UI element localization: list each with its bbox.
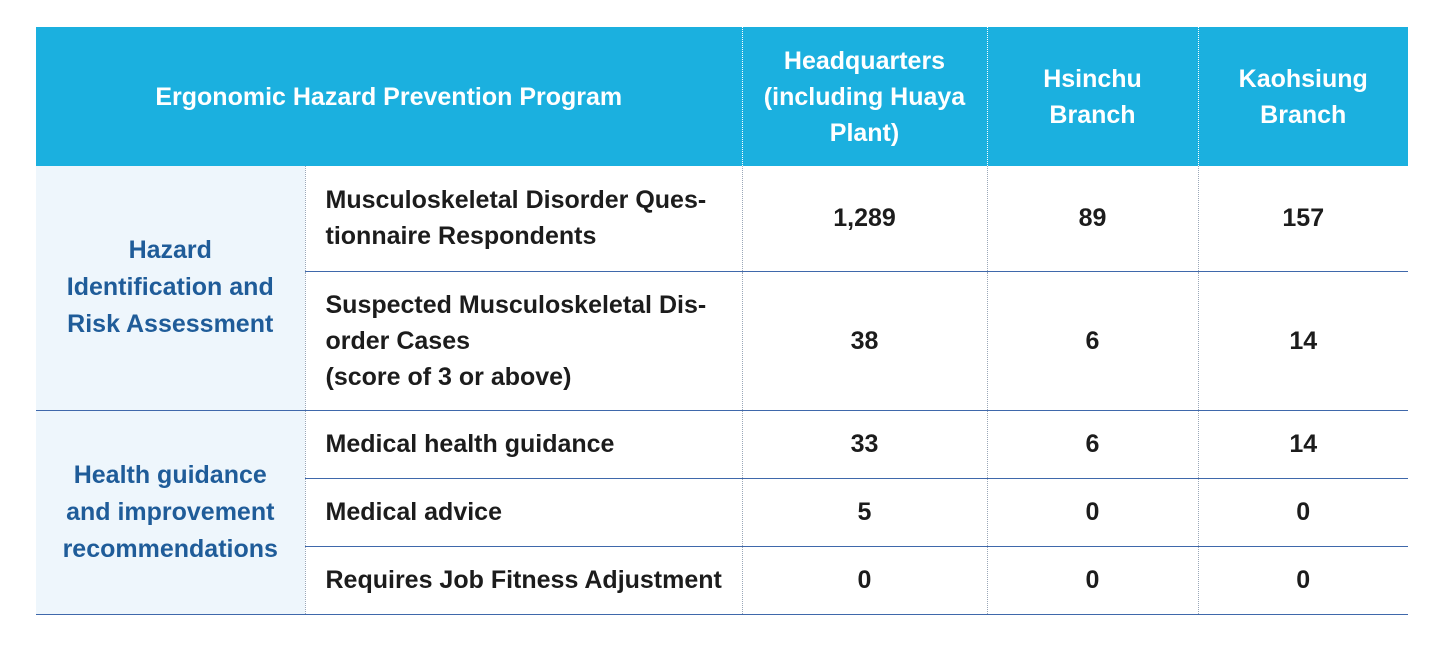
cell-headquarters: 5 xyxy=(742,478,987,546)
row-item-suspected-cases: Suspected Musculoskeletal Dis- order Cases (score of 3 or above) xyxy=(305,271,742,410)
cell-kaohsiung: 14 xyxy=(1289,430,1318,458)
table-row xyxy=(36,166,1408,271)
cell-headquarters: 0 xyxy=(742,546,987,614)
cell-headquarters: 1,289 xyxy=(742,166,987,271)
header-hsinchu-line-1: Hsinchu xyxy=(1043,64,1142,93)
header-program: Ergonomic Hazard Prevention Program xyxy=(36,27,742,166)
row-item-medical-advice: Medical advice xyxy=(305,478,742,546)
table-header-row xyxy=(36,27,1408,166)
row-item-medical-health-guidance: Medical health guidance xyxy=(305,410,742,478)
table-row xyxy=(36,410,1408,478)
cell-hsinchu: 6 xyxy=(987,271,1198,410)
cell-headquarters: 38 xyxy=(742,271,987,410)
header-hsinchu-line-2: Branch xyxy=(1049,100,1136,129)
row-item-questionnaire-respondents: Musculoskeletal Disorder Ques- tionnaire Respondents xyxy=(305,166,742,271)
cell-headquarters: 33 xyxy=(742,410,987,478)
header-kaohsiung xyxy=(1198,27,1408,166)
header-headquarters-line-3: Plant) xyxy=(829,118,900,147)
header-hsinchu xyxy=(987,27,1198,166)
header-headquarters xyxy=(742,27,987,166)
cell-hsinchu: 89 xyxy=(987,166,1198,271)
cell-hsinchu: 6 xyxy=(987,410,1198,478)
row-item-job-fitness-adjustment: Requires Job Fitness Adjustment xyxy=(305,546,742,614)
header-headquarters-line-1: Headquarters xyxy=(783,46,946,75)
header-kaohsiung-line-1: Kaohsiung xyxy=(1238,64,1368,93)
header-kaohsiung-line-2: Branch xyxy=(1260,100,1347,129)
group-hazard-identification: Hazard Identification and Risk Assessment xyxy=(36,166,305,410)
cell-hsinchu: 0 xyxy=(987,478,1198,546)
ergonomic-hazard-table xyxy=(36,27,1408,615)
cell-kaohsiung: 157 xyxy=(1282,204,1325,233)
cell-hsinchu: 0 xyxy=(987,546,1198,614)
cell-kaohsiung: 0 xyxy=(1296,498,1311,526)
header-headquarters-line-2: (including Huaya xyxy=(763,82,966,111)
cell-kaohsiung: 14 xyxy=(1289,326,1318,355)
group-health-guidance: Health guidance and improvement recommendations xyxy=(36,410,305,614)
cell-kaohsiung: 0 xyxy=(1296,566,1311,594)
